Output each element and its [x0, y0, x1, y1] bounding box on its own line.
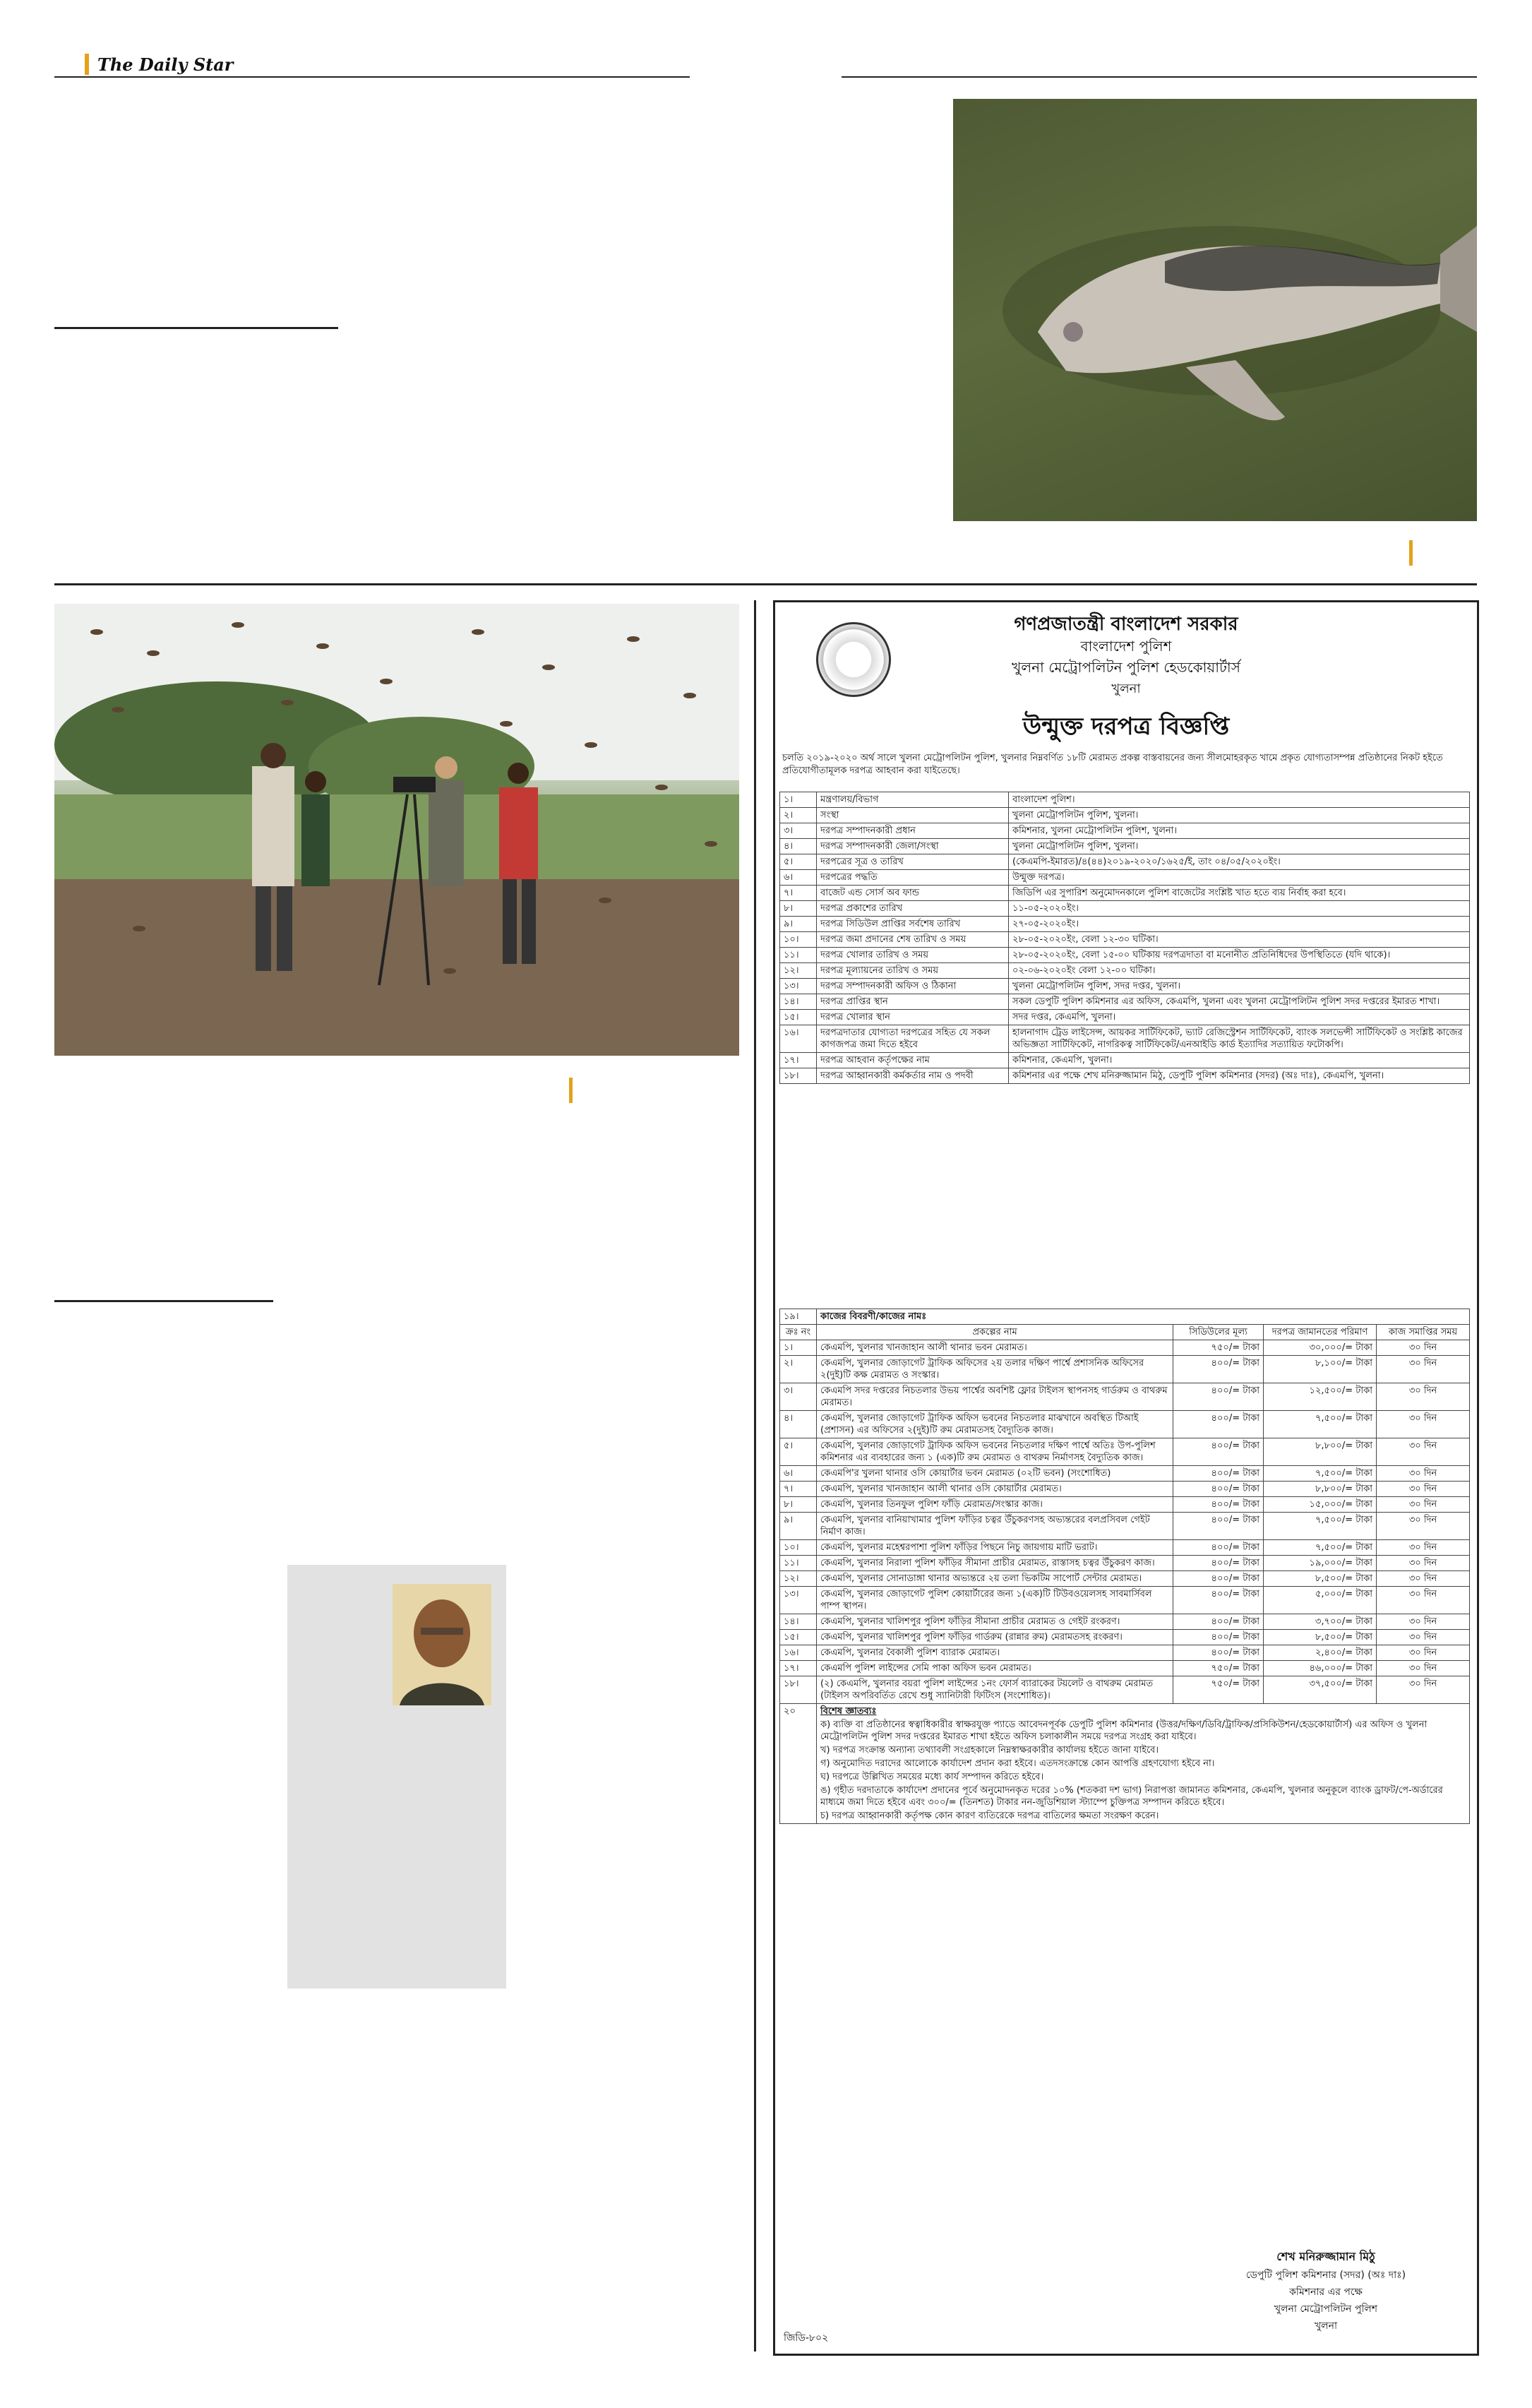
column-divider — [754, 600, 756, 2352]
info-row-no: ৫। — [780, 854, 817, 870]
note-item: খ) দরপত্র সংক্রান্ত অন্যান্য তথ্যাবলী সংগ্রহকালে নিম্নস্বাক্ষরকারীর কার্যালয় হইতে জানা যাইবে। — [820, 1745, 1159, 1756]
works-row-days: ৩০ দিন — [1377, 1411, 1470, 1438]
info-row-no: ৬। — [780, 870, 817, 886]
works-row-no: ১১। — [780, 1556, 817, 1571]
works-row — [780, 1661, 1470, 1676]
works-row-price: ৪০০/= টাকা — [1173, 1630, 1264, 1645]
info-row-value: হালনাগাদ ট্রেড লাইসেন্স, আয়কর সার্টিফিকেট, ভ্যাট রেজিস্ট্রেশন সার্টিফিকেট, ব্যাংক সলভেন্সী সার্টিফিকেট ও সংশ্লিষ্ট কাজের অভিজ্ঞতা সার্টিফিকেট, নাগরিকত্ব সার্টিফিকেট/এনআইডি কার্ড ইত্যাদির সত্যায়িত ফটোকপি। — [1009, 1025, 1470, 1053]
info-row — [780, 808, 1470, 823]
info-row-value: ১১-০৫-২০২০ইং। — [1009, 901, 1470, 917]
notice-title: উন্মুক্ত দরপত্র বিজ্ঞপ্তি — [1022, 713, 1230, 741]
works-row — [780, 1587, 1470, 1614]
info-row-no: ৭। — [780, 886, 817, 901]
notes-heading: বিশেষ জ্ঞাতব্যঃ — [820, 1706, 877, 1717]
works-row-name: কেএমপি, খুলনার জোড়াগেট ট্রাফিক অফিসের ২য় তলার দক্ষিণ পার্শ্বে প্রশাসনিক অফিসের ২(দুই)টি কক্ষ মেরামত ও সংস্কার। — [817, 1356, 1173, 1383]
info-row-no: ৪। — [780, 839, 817, 854]
info-row-no: ৩। — [780, 823, 817, 839]
works-row-days: ৩০ দিন — [1377, 1587, 1470, 1614]
works-table — [779, 1309, 1470, 1824]
works-row-price: ৪০০/= টাকা — [1173, 1645, 1264, 1661]
works-table-body — [780, 1340, 1470, 1704]
works-row — [780, 1383, 1470, 1411]
info-row-value: কমিশনার, খুলনা মেট্রোপলিটন পুলিশ, খুলনা। — [1009, 823, 1470, 839]
works-row-no: ১। — [780, 1340, 817, 1356]
works-row-name: কেএমপি, খুলনার তিনফুল পুলিশ ফাঁড়ি মেরামত/সংস্কার কাজ। — [817, 1497, 1173, 1513]
works-row — [780, 1571, 1470, 1587]
signer-title: ডেপুটি পুলিশ কমিশনার (সদর) (অঃ দাঃ) — [1245, 2270, 1406, 2281]
info-row — [780, 886, 1470, 901]
works-heading-no: ১৯। — [780, 1309, 817, 1325]
works-row-security: ৭,৫০০/= টাকা — [1264, 1466, 1377, 1482]
info-row-value: সদর দপ্তর, কেএমপি, খুলনা। — [1009, 1010, 1470, 1025]
works-row-security: ৭,৫০০/= টাকা — [1264, 1411, 1377, 1438]
works-row-no: ২। — [780, 1356, 817, 1383]
works-row-security: ২,৪০০/= টাকা — [1264, 1645, 1377, 1661]
signer-name: শেখ মনিরুজ্জামান মিঠু — [1276, 2250, 1375, 2263]
info-row — [780, 963, 1470, 979]
info-row-label: মন্ত্রণালয়/বিভাগ — [817, 792, 1009, 808]
info-row — [780, 1025, 1470, 1053]
works-col-header-row — [780, 1325, 1470, 1340]
office-name: খুলনা মেট্রোপলিটন পুলিশ হেডকোয়ার্টার্স — [1012, 659, 1240, 676]
info-row-value: জিডিপি এর সুপারিশ অনুমোদনকালে পুলিশ বাজেটের সংশ্লিষ্ট খাত হতে ব্যয় নির্বাহ করা হবে। — [1009, 886, 1470, 901]
works-row — [780, 1482, 1470, 1497]
info-row — [780, 979, 1470, 994]
works-row-name: কেএমপি, খুলনার সোনাডাঙ্গা থানার অভ্যন্তরে ২য় তলা ভিকটিম সাপোর্ট সেন্টার মেরামত। — [817, 1571, 1173, 1587]
works-row-no: ১৫। — [780, 1630, 817, 1645]
info-row — [780, 823, 1470, 839]
works-row-security: ১২,৫০০/= টাকা — [1264, 1383, 1377, 1411]
works-row-no: ১২। — [780, 1571, 817, 1587]
works-row-price: ৪০০/= টাকা — [1173, 1587, 1264, 1614]
works-row-security: ৩০,০০০/= টাকা — [1264, 1340, 1377, 1356]
works-row-name: কেএমপি, খুলনার খালিশপুর পুলিশ ফাঁড়ির সীমানা প্রাচীর মেরামত ও গেইট রংকরণ। — [817, 1614, 1173, 1630]
info-row-no: ১৩। — [780, 979, 817, 994]
header-rule-left — [54, 76, 690, 78]
works-row — [780, 1630, 1470, 1645]
tender-notice-ad — [773, 600, 1479, 2356]
info-row-label: দরপত্রদাতার যোগ্যতা দরপত্রের সহিত যে সকল কাগজপত্র জমা দিতে হইবে — [817, 1025, 1009, 1053]
info-table — [779, 792, 1470, 1084]
notes-row — [780, 1704, 1470, 1824]
note-item: ঘ) দরপত্রে উল্লিখিত সময়ের মধ্যে কার্য সম্পাদন করিতে হইবে। — [820, 1772, 1044, 1782]
works-row-name: কেএমপি, খুলনার বৈকালী পুলিশ ব্যারাক মেরামত। — [817, 1645, 1173, 1661]
info-row — [780, 994, 1470, 1010]
info-row-no: ২। — [780, 808, 817, 823]
works-row-days: ৩০ দিন — [1377, 1571, 1470, 1587]
works-row — [780, 1438, 1470, 1466]
works-row-days: ৩০ দিন — [1377, 1614, 1470, 1630]
info-row-value: খুলনা মেট্রোপলিটন পুলিশ, খুলনা। — [1009, 808, 1470, 823]
info-row-label: দরপত্র মূল্যায়নের তারিখ ও সময় — [817, 963, 1009, 979]
works-row-security: ১৫,০০০/= টাকা — [1264, 1497, 1377, 1513]
info-row-label: দরপত্র জমা প্রদানের শেষ তারিখ ও সময় — [817, 932, 1009, 948]
works-row-security: ৮,৫০০/= টাকা — [1264, 1630, 1377, 1645]
works-row-days: ৩০ দিন — [1377, 1466, 1470, 1482]
info-row-value: (কেএমপি-ইমারত)/৪(৪৪)২০১৯-২০২০/১৬২৫/ই, তাং ০৪/০৫/২০২০ইং। — [1009, 854, 1470, 870]
works-row-name: কেএমপি, খুলনার খানজাহান আলী থানার ওসি কোয়ার্টার মেরামত। — [817, 1482, 1173, 1497]
header-rule-right — [842, 76, 1477, 78]
works-row-name: কেএমপি, খুলনার নিরালা পুলিশ ফাঁড়ির সীমানা প্রাচীর মেরামত, রাস্তাসহ চত্বর উঁচুকরণ কাজ। — [817, 1556, 1173, 1571]
works-row-days: ৩০ দিন — [1377, 1540, 1470, 1556]
works-row — [780, 1676, 1470, 1704]
signer-for: কমিশনার এর পক্ষে — [1289, 2287, 1363, 2298]
info-row-label: দরপত্র সম্পাদনকারী জেলা/সংস্থা — [817, 839, 1009, 854]
works-row — [780, 1645, 1470, 1661]
info-row — [780, 1068, 1470, 1084]
info-row-label: দরপত্র খোলার তারিখ ও সময় — [817, 948, 1009, 963]
info-row-no: ১৬। — [780, 1025, 817, 1053]
works-row-days: ৩০ দিন — [1377, 1340, 1470, 1356]
works-row-price: ৪০০/= টাকা — [1173, 1438, 1264, 1466]
caption-marker-2 — [569, 1078, 573, 1103]
col-header-name: প্রকল্পের নাম — [817, 1325, 1173, 1340]
works-row — [780, 1497, 1470, 1513]
fish-illustration — [953, 99, 1477, 521]
works-row-security: ৮,৫০০/= টাকা — [1264, 1571, 1377, 1587]
works-row-name: কেএমপি, খুলনার জোড়াগেট ট্রাফিক অফিস ভবনের নিচতলার মাঝখানে অবস্থিত টিআই (প্রশাসন) এর অফিসের ২(দুই)টি রুম মেরামতসহ বৈদ্যুতিক কাজ। — [817, 1411, 1173, 1438]
author-portrait — [393, 1584, 491, 1705]
works-row-no: ৬। — [780, 1466, 817, 1482]
info-row-label: সংস্থা — [817, 808, 1009, 823]
masthead — [85, 52, 233, 76]
info-row-value: ২৭-০৫-২০২০ইং। — [1009, 917, 1470, 932]
caption-marker-1 — [1409, 540, 1413, 566]
works-row — [780, 1356, 1470, 1383]
info-table-body — [780, 792, 1470, 1084]
works-row-name: কেএমপি, খুলনার খানজাহান আলী থানার ভবন মেরামত। — [817, 1340, 1173, 1356]
info-row — [780, 948, 1470, 963]
section-rule-2 — [54, 1300, 273, 1302]
works-row-name: কেএমপি'র খুলনা থানার ওসি কোয়ার্টার ভবন মেরামত (০২টি ভবন) (সংশোধিত) — [817, 1466, 1173, 1482]
notes-list — [820, 1719, 1466, 1822]
works-row-no: ১৮। — [780, 1676, 817, 1704]
works-row-security: ৫,০০০/= টাকা — [1264, 1587, 1377, 1614]
dept-name: বাংলাদেশ পুলিশ — [1080, 638, 1172, 655]
works-row-price: ৪০০/= টাকা — [1173, 1466, 1264, 1482]
works-row-security: ৭,৫০০/= টাকা — [1264, 1513, 1377, 1540]
info-row — [780, 839, 1470, 854]
works-row-days: ৩০ দিন — [1377, 1556, 1470, 1571]
signer-org: খুলনা মেট্রোপলিটন পুলিশ — [1274, 2303, 1378, 2315]
info-row-label: দরপত্র সিডিউল প্রাপ্তির সর্বশেষ তারিখ — [817, 917, 1009, 932]
notes-no: ২০ — [780, 1704, 817, 1824]
works-row-no: ১৬। — [780, 1645, 817, 1661]
intro-text: চলতি ২০১৯-২০২০ অর্থ সালে খুলনা মেট্রোপলিটন পুলিশ, খুলনার নিম্নবর্ণিত ১৮টি মেরামত প্রকল্প বাস্তবায়নের জন্য সীলমোহরকৃত খামে প্রকৃত যোগ্যতাসম্পন্ন প্রতিষ্ঠানের নিকট হইতে প্রতিযোগীতামূলক দরপত্র আহবান করা যাইতেছে। — [782, 753, 1443, 776]
dead-fish-photo — [953, 99, 1477, 521]
works-row-days: ৩০ দিন — [1377, 1438, 1470, 1466]
info-row-label: দরপত্র প্রাপ্তির স্থান — [817, 994, 1009, 1010]
works-row-price: ৪০০/= টাকা — [1173, 1482, 1264, 1497]
signature-block — [1192, 2248, 1460, 2335]
info-row-label: দরপত্র সম্পাদনকারী অফিস ও ঠিকানা — [817, 979, 1009, 994]
works-row-security: ১৯,০০০/= টাকা — [1264, 1556, 1377, 1571]
info-row-no: ১৫। — [780, 1010, 817, 1025]
info-row-label: দরপত্রের পদ্ধতি — [817, 870, 1009, 886]
section-rule-wide — [54, 583, 1477, 585]
works-row-no: ১৭। — [780, 1661, 817, 1676]
works-row-days: ৩০ দিন — [1377, 1645, 1470, 1661]
works-table-head — [780, 1309, 1470, 1340]
govt-name: গণপ্রজাতন্ত্রী বাংলাদেশ সরকার — [1014, 614, 1238, 635]
info-row — [780, 870, 1470, 886]
works-row-no: ৭। — [780, 1482, 817, 1497]
locust-swarm-photo — [54, 604, 739, 1056]
works-row-price: ৭৫০/= টাকা — [1173, 1340, 1264, 1356]
info-row-label: দরপত্র সম্পাদনকারী প্রধান — [817, 823, 1009, 839]
works-row-security: ৩,৭০০/= টাকা — [1264, 1614, 1377, 1630]
info-row-no: ৯। — [780, 917, 817, 932]
works-row-name: কেএমপি, খুলনার জোড়াগেট পুলিশ কোয়ার্টারের জন্য ১(এক)টি টিউবওয়েলসহ সাবমার্সিবল পাম্প স্থাপন। — [817, 1587, 1173, 1614]
works-row-no: ১৩। — [780, 1587, 817, 1614]
info-row-value: খুলনা মেট্রোপলিটন পুলিশ, সদর দপ্তর, খুলনা। — [1009, 979, 1470, 994]
info-row — [780, 901, 1470, 917]
works-row-days: ৩০ দিন — [1377, 1630, 1470, 1645]
works-row-no: ৮। — [780, 1497, 817, 1513]
works-row-name: কেএমপি, খুলনার খালিশপুর পুলিশ ফাঁড়ির গার্ডরুম (রান্নার রুম) মেরামতসহ রংকরণ। — [817, 1630, 1173, 1645]
works-row-days: ৩০ দিন — [1377, 1497, 1470, 1513]
works-row — [780, 1540, 1470, 1556]
works-row-name: কেএমপি, খুলনার বানিয়াখামার পুলিশ ফাঁড়ির চত্বর উঁচুকরণসহ অভ্যন্তরের বলপ্রসিবল গেইট নির্মাণ কাজ। — [817, 1513, 1173, 1540]
works-row-price: ৪০০/= টাকা — [1173, 1540, 1264, 1556]
info-row — [780, 917, 1470, 932]
notes-cell — [817, 1704, 1470, 1824]
col-header-no: ক্রঃ নং — [780, 1325, 817, 1340]
works-row — [780, 1340, 1470, 1356]
info-row-no: ১১। — [780, 948, 817, 963]
works-row-days: ৩০ দিন — [1377, 1482, 1470, 1497]
info-row-label: দরপত্র খোলার স্থান — [817, 1010, 1009, 1025]
info-row — [780, 1053, 1470, 1068]
works-row-no: ৫। — [780, 1438, 817, 1466]
works-row — [780, 1411, 1470, 1438]
note-item: ঙ) গৃহীত দরদাতাকে কার্যাদেশ প্রদানের পূর্বে অনুমোদনকৃত দরের ১০% (শতকরা দশ ভাগ) নিরাপত্তা জামানত কমিশনার, কেএমপি, খুলনার অনুকূলে ব্যাংক ড্রাফট/পে-অর্ডারের মাধ্যমে জমা দিতে হইবে এবং ৩০০/= (তিনশত) টাকার নন-জুডিশিয়াল স্ট্যাম্পে চুক্তিপত্র সম্পাদন করিতে হইবে। — [820, 1785, 1443, 1808]
works-row-no: ৩। — [780, 1383, 817, 1411]
info-row-label: দরপত্র আহ্বানকারী কর্মকর্তার নাম ও পদবী — [817, 1068, 1009, 1084]
info-row-label: বাজেট এন্ড সোর্স অব ফান্ড — [817, 886, 1009, 901]
works-row — [780, 1614, 1470, 1630]
works-row-price: ৪০০/= টাকা — [1173, 1356, 1264, 1383]
info-row-value: বাংলাদেশ পুলিশ। — [1009, 792, 1470, 808]
info-row-value: উন্মুক্ত দরপত্র। — [1009, 870, 1470, 886]
info-row-label: দরপত্র আহবান কর্তৃপক্ষের নাম — [817, 1053, 1009, 1068]
works-row-no: ১৪। — [780, 1614, 817, 1630]
works-row-name: কেএমপি সদর দপ্তরের নিচতলার উভয় পার্শ্বের অবশিষ্ট ফ্লোর টাইলস স্থাপনসহ গার্ডরুম ও বাথরুম মেরামত। — [817, 1383, 1173, 1411]
works-heading-row — [780, 1309, 1470, 1325]
works-row-security: ৮,১০০/= টাকা — [1264, 1356, 1377, 1383]
info-row — [780, 1010, 1470, 1025]
works-row-security: ৪৬,০০০/= টাকা — [1264, 1661, 1377, 1676]
works-row-security: ৩৭,৫০০/= টাকা — [1264, 1676, 1377, 1704]
works-row-no: ৪। — [780, 1411, 817, 1438]
works-row-days: ৩০ দিন — [1377, 1676, 1470, 1704]
works-row-price: ৪০০/= টাকা — [1173, 1614, 1264, 1630]
works-row-name: (২) কেএমপি, খুলনার বয়রা পুলিশ লাইন্সের ১নং ফোর্স ব্যারাকের টয়লেট ও বাথরুম মেরামত (টাইলস অপরিবর্তিত রেখে শুধু স্যানিটারী ফিটিংস (সংশোধিত)। — [817, 1676, 1173, 1704]
info-row-value: ২৮-০৫-২০২০ইং, বেলা ১২-৩০ ঘটিকা। — [1009, 932, 1470, 948]
works-row — [780, 1513, 1470, 1540]
portrait-illustration — [393, 1584, 491, 1705]
info-row-no: ৮। — [780, 901, 817, 917]
works-row-days: ৩০ দিন — [1377, 1383, 1470, 1411]
gd-code: জিডি-৮০২ — [784, 2332, 829, 2344]
col-header-security: দরপত্র জামানতের পরিমাণ — [1264, 1325, 1377, 1340]
newspaper-logo: The Daily Star — [97, 54, 234, 75]
works-row-no: ৯। — [780, 1513, 817, 1540]
works-row-name: কেএমপি, খুলনার মহেশ্বরপাশা পুলিশ ফাঁড়ির পিছনে নিচু জায়গায় মাটি ভরাট। — [817, 1540, 1173, 1556]
works-row-price: ৪০০/= টাকা — [1173, 1513, 1264, 1540]
info-row — [780, 854, 1470, 870]
works-row-security: ৮,৮০০/= টাকা — [1264, 1438, 1377, 1466]
works-row-days: ৩০ দিন — [1377, 1661, 1470, 1676]
works-row-security: ৮,৮০০/= টাকা — [1264, 1482, 1377, 1497]
works-row-name: কেএমপি, খুলনার জোড়াগেট ট্রাফিক অফিস ভবনের নিচতলার দক্ষিণ পার্শ্বে অতিঃ উপ-পুলিশ কমিশনার এর ব্যবহারের জন্য ১ (এক)টি রুম মেরামত ও বাথরুম নির্মাণসহ বৈদ্যুতিক কাজ। — [817, 1438, 1173, 1466]
info-row-value: ০২-০৬-২০২০ইং বেলা ১২-০০ ঘটিকা। — [1009, 963, 1470, 979]
info-row-value: ২৮-০৫-২০২০ইং, বেলা ১৫-০০ ঘটিকায় দরপত্রদাতা বা মনোনীত প্রতিনিধিদের উপস্থিতিতে (যদি থাকে)। — [1009, 948, 1470, 963]
works-row-price: ৪০০/= টাকা — [1173, 1383, 1264, 1411]
info-row-value: কমিশনার এর পক্ষে শেখ মনিরুজ্জামান মিঠু, ডেপুটি পুলিশ কমিশনার (সদর) (অঃ দাঃ), কেএমপি, খুলনা। — [1009, 1068, 1470, 1084]
works-row-price: ৪০০/= টাকা — [1173, 1571, 1264, 1587]
info-row-label: দরপত্রের সূত্র ও তারিখ — [817, 854, 1009, 870]
locust-scene-illustration — [54, 604, 739, 1056]
works-row-price: ৭৫০/= টাকা — [1173, 1676, 1264, 1704]
info-row-no: ১০। — [780, 932, 817, 948]
info-row — [780, 792, 1470, 808]
info-row-value: খুলনা মেট্রোপলিটন পুলিশ, খুলনা। — [1009, 839, 1470, 854]
works-row-no: ১০। — [780, 1540, 817, 1556]
signer-city: খুলনা — [1314, 2320, 1338, 2332]
col-header-days: কাজ সমাপ্তির সময় — [1377, 1325, 1470, 1340]
section-rule-1 — [54, 327, 338, 329]
works-row-price: ৪০০/= টাকা — [1173, 1556, 1264, 1571]
info-row — [780, 932, 1470, 948]
city-name: খুলনা — [1111, 681, 1141, 696]
works-row — [780, 1466, 1470, 1482]
info-row-value: সকল ডেপুটি পুলিশ কমিশনার এর অফিস, কেএমপি, খুলনা এবং খুলনা মেট্রোপলিটন পুলিশ সদর দপ্তরের ইমারত শাখা। — [1009, 994, 1470, 1010]
info-row-no: ১৮। — [780, 1068, 817, 1084]
works-row-days: ৩০ দিন — [1377, 1356, 1470, 1383]
note-item: গ) অনুমোদিত দরাদের আলোকে কার্যাদেশ প্রদান করা হইবে। এতদসংক্রান্তে কোন আপত্তি গ্রহণযোগ্য হইবে না। — [820, 1758, 1215, 1769]
note-item: চ) দরপত্র আহ্বানকারী কর্তৃপক্ষ কোন কারণ ব্যতিরেকে দরপত্র বাতিলের ক্ষমতা সংরক্ষণ করেন। — [820, 1811, 1159, 1821]
info-row-no: ১২। — [780, 963, 817, 979]
note-item: ক) ব্যক্তি বা প্রতিষ্ঠানের স্বত্বাধিকারীর স্বাক্ষরযুক্ত প্যাডে আবেদনপূর্বক ডেপুটি পুলিশ কমিশনার (উত্তর/দক্ষিণ/ডিবি/ট্রাফিক/প্রসিকিউশন/হেডকোয়ার্টার্স) এর অফিস ও খুলনা মেট্রোপলিটন পুলিশ সদর দপ্তরের ইমারত শাখা হইতে অফিস চলাকালীন সময়ে দরপত্র সংগ্রহ করা যাইবে। — [820, 1719, 1428, 1742]
works-row-security: ৭,৫০০/= টাকা — [1264, 1540, 1377, 1556]
works-heading: কাজের বিবরণী/কাজের নামঃ — [817, 1309, 1470, 1325]
info-row-no: ১৭। — [780, 1053, 817, 1068]
notes-section — [780, 1704, 1470, 1824]
works-row — [780, 1556, 1470, 1571]
info-row-no: ১। — [780, 792, 817, 808]
works-row-price: ৪০০/= টাকা — [1173, 1497, 1264, 1513]
works-row-price: ৪০০/= টাকা — [1173, 1411, 1264, 1438]
works-row-name: কেএমপি পুলিশ লাইন্সের সেমি পাকা অফিস ভবন মেরামত। — [817, 1661, 1173, 1676]
info-row-label: দরপত্র প্রকাশের তারিখ — [817, 901, 1009, 917]
info-row-no: ১৪। — [780, 994, 817, 1010]
col-header-price: সিডিউলের মূল্য — [1173, 1325, 1264, 1340]
masthead-accent-bar — [85, 54, 89, 75]
works-row-price: ৭৫০/= টাকা — [1173, 1661, 1264, 1676]
info-row-value: কমিশনার, কেএমপি, খুলনা। — [1009, 1053, 1470, 1068]
works-row-days: ৩০ দিন — [1377, 1513, 1470, 1540]
